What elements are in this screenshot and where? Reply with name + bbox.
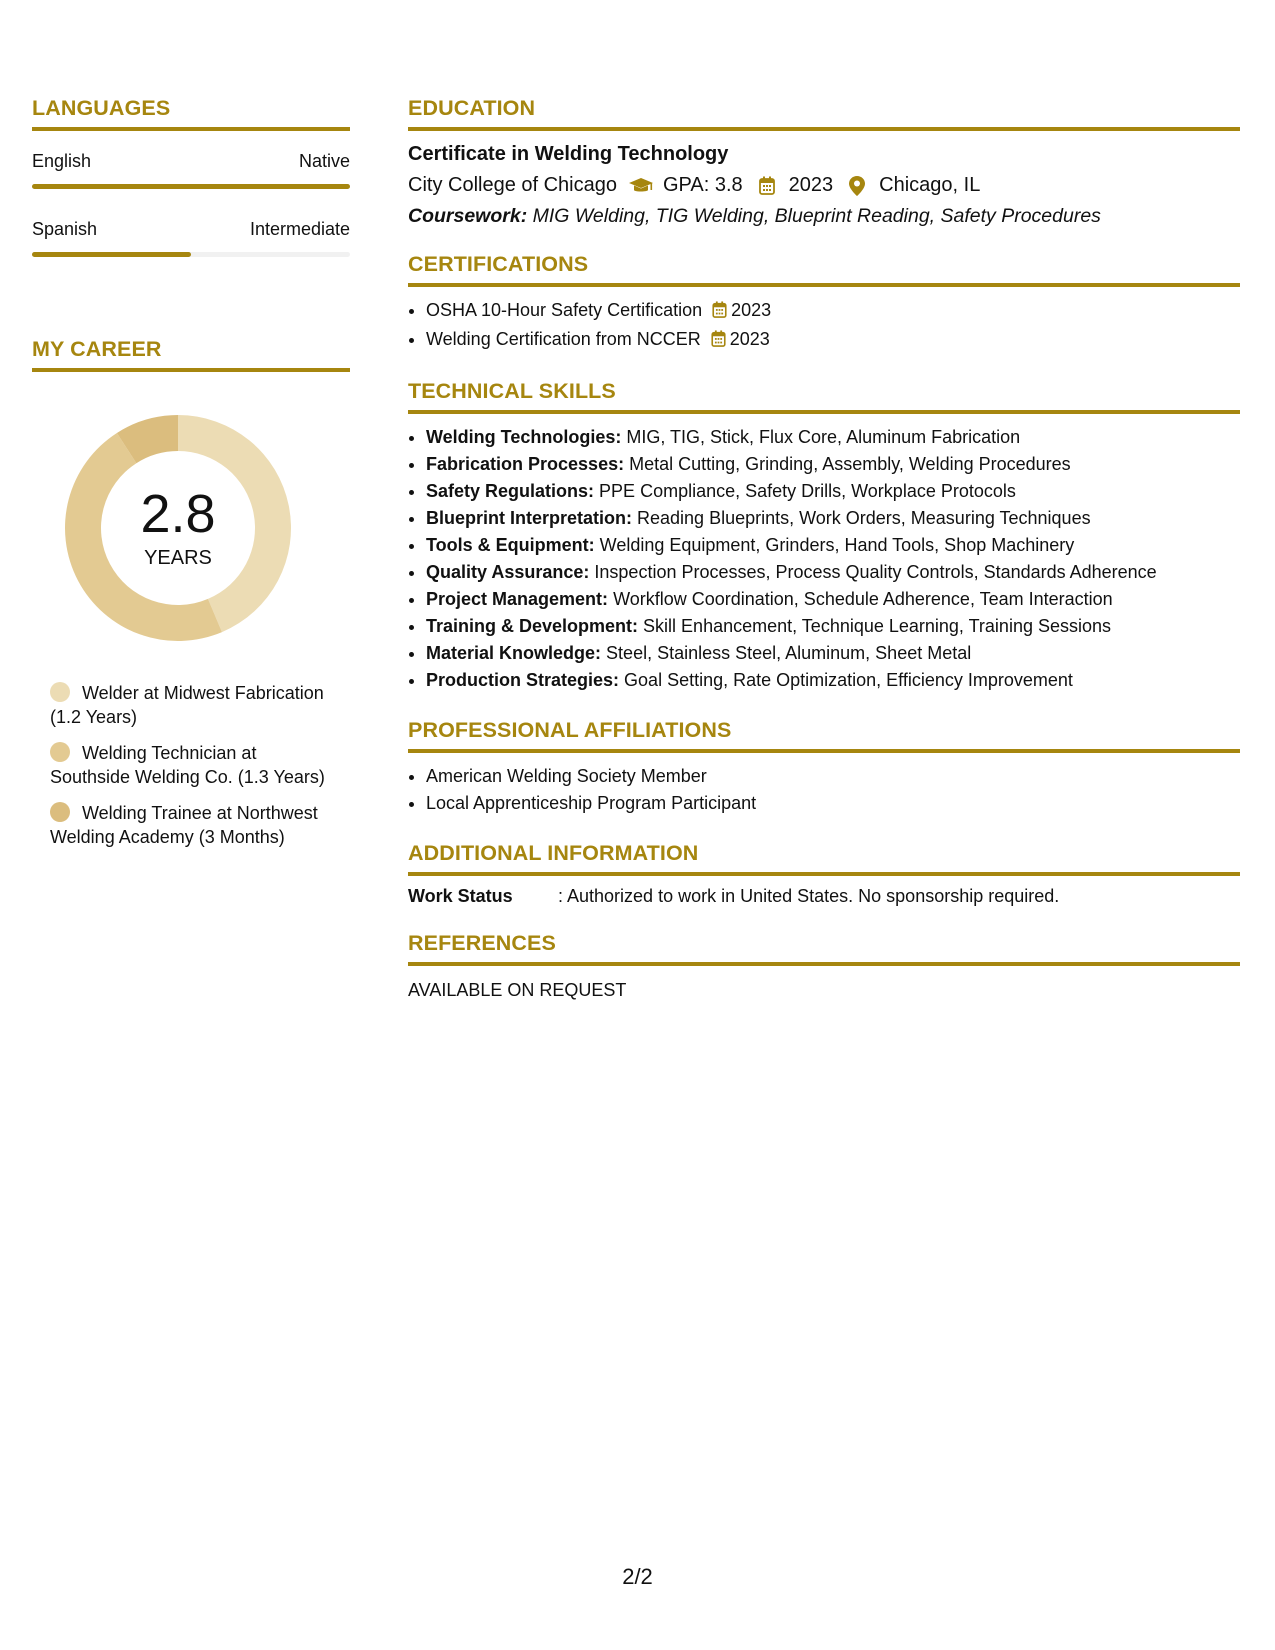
- education-meta: [408, 174, 1240, 197]
- affiliations-section: [408, 718, 1240, 817]
- legend-label: Welder at Midwest Fabrication (1.2 Years): [50, 683, 324, 727]
- legend-swatch: [50, 802, 70, 822]
- location-pin-icon: [843, 176, 871, 196]
- education-heading: EDUCATION: [408, 96, 1240, 131]
- language-proficiency-bar: [32, 184, 350, 189]
- skill-label: Blueprint Interpretation:: [426, 508, 632, 528]
- skill-label: Tools & Equipment:: [426, 535, 595, 555]
- certification-item: [426, 297, 1240, 326]
- skill-value: Skill Enhancement, Technique Learning, Training Sessions: [643, 616, 1112, 636]
- calendar-icon: [753, 176, 781, 195]
- skill-label: Fabrication Processes:: [426, 454, 625, 474]
- language-level: Intermediate: [249, 219, 350, 239]
- career-heading: MY CAREER: [32, 337, 350, 372]
- skill-value: Welding Equipment, Grinders, Hand Tools, Shop Machinery: [599, 535, 1075, 555]
- skills-heading: TECHNICAL SKILLS: [408, 379, 1240, 414]
- skill-value: Goal Setting, Rate Optimization, Efficiency Improvement: [624, 670, 1073, 690]
- work-status-row: [408, 886, 1240, 907]
- career-legend-item: [50, 681, 330, 729]
- certifications-list: [408, 297, 1240, 355]
- degree-title: Certificate in Welding Technology: [408, 143, 729, 165]
- work-status-label: Work Status: [408, 886, 513, 906]
- affiliation-item: • American Welding Society Member: [426, 763, 1240, 790]
- career-total-unit: YEARS: [144, 547, 212, 569]
- skill-value: Reading Blueprints, Work Orders, Measuring Techniques: [637, 508, 1091, 528]
- skill-item: [426, 478, 1240, 505]
- skill-item: [426, 586, 1240, 613]
- language-name: Spanish: [32, 219, 98, 239]
- language-proficiency-fill: [32, 252, 191, 257]
- skill-value: PPE Compliance, Safety Drills, Workplace Protocols: [599, 481, 1016, 501]
- language-name: English: [32, 151, 92, 171]
- page-number: 2/2: [622, 1564, 653, 1589]
- skill-value: Workflow Coordination, Schedule Adherence, Team Interaction: [613, 589, 1113, 609]
- legend-swatch: [50, 682, 70, 702]
- certification-name: OSHA 10-Hour Safety Certification: [426, 300, 703, 320]
- skill-value: Metal Cutting, Grinding, Assembly, Welding Procedures: [629, 454, 1071, 474]
- skill-item: [426, 424, 1240, 451]
- languages-heading: LANGUAGES: [32, 96, 350, 131]
- skill-label: Project Management:: [426, 589, 609, 609]
- additional-info-heading: ADDITIONAL INFORMATION: [408, 841, 1240, 876]
- skills-list: [408, 424, 1240, 694]
- certification-year: 2023: [731, 300, 772, 320]
- certification-year: 2023: [729, 329, 770, 349]
- skill-label: Quality Assurance:: [426, 562, 590, 582]
- language-item: [32, 219, 350, 257]
- additional-info-section: [408, 841, 1240, 907]
- legend-label: Welding Trainee at Northwest Welding Academy (3 Months): [50, 803, 318, 847]
- coursework-list: MIG Welding, TIG Welding, Blueprint Reading, Safety Procedures: [532, 205, 1101, 227]
- coursework: [408, 205, 1240, 228]
- skill-item: [426, 613, 1240, 640]
- skills-section: [408, 379, 1240, 694]
- references-heading: REFERENCES: [408, 931, 1240, 966]
- gpa: GPA: 3.8: [663, 174, 743, 196]
- graduation-cap-icon: [627, 177, 655, 195]
- references-section: [408, 931, 1240, 1001]
- career-total-value: 2.8: [140, 484, 216, 544]
- school-name: City College of Chicago: [408, 174, 617, 196]
- skill-item: [426, 532, 1240, 559]
- certifications-section: [408, 252, 1240, 355]
- certifications-heading: CERTIFICATIONS: [408, 252, 1240, 287]
- skill-label: Production Strategies:: [426, 670, 620, 690]
- calendar-icon: [711, 328, 726, 355]
- skill-label: Welding Technologies:: [426, 427, 622, 447]
- language-proficiency-bar: [32, 252, 350, 257]
- affiliations-list: [408, 763, 1240, 817]
- language-item: [32, 151, 350, 189]
- skill-label: Material Knowledge:: [426, 643, 602, 663]
- skill-label: Safety Regulations:: [426, 481, 595, 501]
- skill-item: [426, 451, 1240, 478]
- affiliation-item: • Local Apprenticeship Program Participant: [426, 790, 1240, 817]
- career-donut-chart: [65, 415, 291, 641]
- references-text: AVAILABLE ON REQUEST: [408, 980, 627, 1000]
- certification-item: [426, 326, 1240, 355]
- language-proficiency-fill: [32, 184, 350, 189]
- calendar-icon: [712, 299, 727, 326]
- career-legend-item: [50, 801, 330, 849]
- coursework-label: Coursework:: [408, 205, 528, 227]
- graduation-year: 2023: [788, 174, 834, 196]
- skill-value: Steel, Stainless Steel, Aluminum, Sheet Metal: [606, 643, 972, 663]
- skill-value: MIG, TIG, Stick, Flux Core, Aluminum Fabrication: [626, 427, 1021, 447]
- affiliations-heading: PROFESSIONAL AFFILIATIONS: [408, 718, 1240, 753]
- career-legend: [50, 681, 330, 849]
- legend-swatch: [50, 742, 70, 762]
- right-column: [408, 96, 1240, 1001]
- left-column: [32, 96, 350, 861]
- skill-label: Training & Development:: [426, 616, 639, 636]
- certification-name: Welding Certification from NCCER: [426, 329, 701, 349]
- skill-item: [426, 559, 1240, 586]
- skill-item: [426, 505, 1240, 532]
- education-location: Chicago, IL: [879, 174, 981, 196]
- legend-label: Welding Technician at Southside Welding Co. (1.3 Years): [50, 743, 325, 787]
- work-status-value: : Authorized to work in United States. No sponsorship required.: [558, 886, 1060, 906]
- language-level: Native: [298, 151, 350, 171]
- skill-value: Inspection Processes, Process Quality Controls, Standards Adherence: [594, 562, 1157, 582]
- career-legend-item: [50, 741, 330, 789]
- skill-item: [426, 667, 1240, 694]
- skill-item: [426, 640, 1240, 667]
